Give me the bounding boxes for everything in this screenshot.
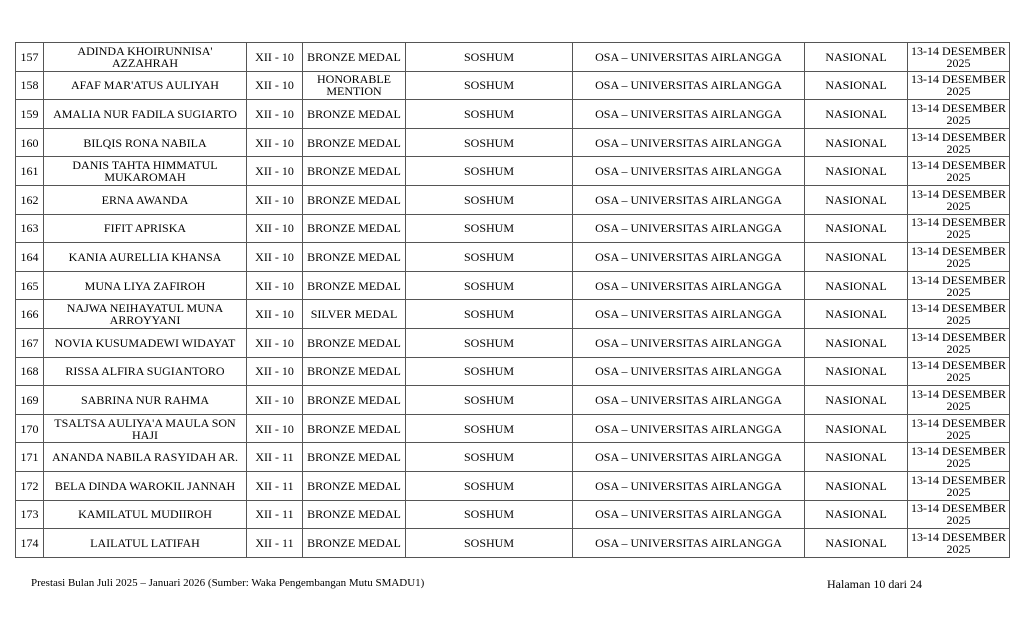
field: SOSHUM bbox=[406, 214, 573, 243]
student-name: TSALTSA AULIYA'A MAULA SON HAJI bbox=[44, 414, 247, 443]
field: SOSHUM bbox=[406, 300, 573, 329]
student-class: XII - 10 bbox=[247, 386, 303, 415]
event-name: OSA – UNIVERSITAS AIRLANGGA bbox=[573, 157, 805, 186]
student-name: MUNA LIYA ZAFIROH bbox=[44, 271, 247, 300]
level: NASIONAL bbox=[805, 386, 908, 415]
student-name: KANIA AURELLIA KHANSA bbox=[44, 243, 247, 272]
event-date: 13-14 DESEMBER 2025 bbox=[908, 357, 1010, 386]
row-number: 158 bbox=[16, 71, 44, 100]
table-row bbox=[16, 443, 1010, 472]
level: NASIONAL bbox=[805, 529, 908, 558]
student-class: XII - 10 bbox=[247, 357, 303, 386]
event-date: 13-14 DESEMBER 2025 bbox=[908, 185, 1010, 214]
row-number: 164 bbox=[16, 243, 44, 272]
level: NASIONAL bbox=[805, 157, 908, 186]
level: NASIONAL bbox=[805, 357, 908, 386]
medal: BRONZE MEDAL bbox=[303, 214, 406, 243]
footer-caption: Prestasi Bulan Juli 2025 – Januari 2026 (Sumber: Waka Pengembangan Mutu SMADU1) bbox=[31, 577, 425, 589]
student-class: XII - 10 bbox=[247, 328, 303, 357]
table-row bbox=[16, 100, 1010, 129]
row-number: 166 bbox=[16, 300, 44, 329]
field: SOSHUM bbox=[406, 185, 573, 214]
student-name: BILQIS RONA NABILA bbox=[44, 128, 247, 157]
event-name: OSA – UNIVERSITAS AIRLANGGA bbox=[573, 443, 805, 472]
student-name: BELA DINDA WAROKIL JANNAH bbox=[44, 471, 247, 500]
student-class: XII - 11 bbox=[247, 471, 303, 500]
table-row bbox=[16, 271, 1010, 300]
event-name: OSA – UNIVERSITAS AIRLANGGA bbox=[573, 500, 805, 529]
row-number: 173 bbox=[16, 500, 44, 529]
event-date: 13-14 DESEMBER 2025 bbox=[908, 243, 1010, 272]
event-name: OSA – UNIVERSITAS AIRLANGGA bbox=[573, 471, 805, 500]
row-number: 169 bbox=[16, 386, 44, 415]
student-name: ADINDA KHOIRUNNISA' AZZAHRAH bbox=[44, 43, 247, 72]
row-number: 171 bbox=[16, 443, 44, 472]
event-date: 13-14 DESEMBER 2025 bbox=[908, 471, 1010, 500]
table-row bbox=[16, 300, 1010, 329]
medal: BRONZE MEDAL bbox=[303, 500, 406, 529]
level: NASIONAL bbox=[805, 100, 908, 129]
student-class: XII - 10 bbox=[247, 243, 303, 272]
row-number: 162 bbox=[16, 185, 44, 214]
field: SOSHUM bbox=[406, 271, 573, 300]
level: NASIONAL bbox=[805, 471, 908, 500]
level: NASIONAL bbox=[805, 300, 908, 329]
event-name: OSA – UNIVERSITAS AIRLANGGA bbox=[573, 243, 805, 272]
student-name: NAJWA NEIHAYATUL MUNA ARROYYANI bbox=[44, 300, 247, 329]
table-row bbox=[16, 357, 1010, 386]
row-number: 160 bbox=[16, 128, 44, 157]
table-row bbox=[16, 328, 1010, 357]
table-row bbox=[16, 128, 1010, 157]
student-name: KAMILATUL MUDIIROH bbox=[44, 500, 247, 529]
page-number: Halaman 10 dari 24 bbox=[827, 577, 922, 591]
table-row bbox=[16, 43, 1010, 72]
row-number: 157 bbox=[16, 43, 44, 72]
student-class: XII - 10 bbox=[247, 300, 303, 329]
field: SOSHUM bbox=[406, 43, 573, 72]
event-date: 13-14 DESEMBER 2025 bbox=[908, 71, 1010, 100]
event-name: OSA – UNIVERSITAS AIRLANGGA bbox=[573, 357, 805, 386]
student-class: XII - 11 bbox=[247, 443, 303, 472]
field: SOSHUM bbox=[406, 500, 573, 529]
row-number: 172 bbox=[16, 471, 44, 500]
level: NASIONAL bbox=[805, 128, 908, 157]
student-class: XII - 10 bbox=[247, 128, 303, 157]
medal: HONORABLE MENTION bbox=[303, 71, 406, 100]
level: NASIONAL bbox=[805, 185, 908, 214]
student-class: XII - 10 bbox=[247, 271, 303, 300]
student-class: XII - 10 bbox=[247, 100, 303, 129]
student-name: NOVIA KUSUMADEWI WIDAYAT bbox=[44, 328, 247, 357]
row-number: 163 bbox=[16, 214, 44, 243]
student-name: AFAF MAR'ATUS AULIYAH bbox=[44, 71, 247, 100]
student-class: XII - 10 bbox=[247, 185, 303, 214]
event-date: 13-14 DESEMBER 2025 bbox=[908, 128, 1010, 157]
field: SOSHUM bbox=[406, 157, 573, 186]
event-name: OSA – UNIVERSITAS AIRLANGGA bbox=[573, 43, 805, 72]
student-class: XII - 10 bbox=[247, 43, 303, 72]
medal: BRONZE MEDAL bbox=[303, 414, 406, 443]
medal: SILVER MEDAL bbox=[303, 300, 406, 329]
event-name: OSA – UNIVERSITAS AIRLANGGA bbox=[573, 71, 805, 100]
table-row bbox=[16, 471, 1010, 500]
student-class: XII - 10 bbox=[247, 71, 303, 100]
student-name: AMALIA NUR FADILA SUGIARTO bbox=[44, 100, 247, 129]
field: SOSHUM bbox=[406, 471, 573, 500]
table-row bbox=[16, 386, 1010, 415]
student-name: ERNA AWANDA bbox=[44, 185, 247, 214]
student-name: RISSA ALFIRA SUGIANTORO bbox=[44, 357, 247, 386]
event-name: OSA – UNIVERSITAS AIRLANGGA bbox=[573, 529, 805, 558]
row-number: 174 bbox=[16, 529, 44, 558]
field: SOSHUM bbox=[406, 529, 573, 558]
event-name: OSA – UNIVERSITAS AIRLANGGA bbox=[573, 328, 805, 357]
medal: BRONZE MEDAL bbox=[303, 43, 406, 72]
level: NASIONAL bbox=[805, 71, 908, 100]
event-date: 13-14 DESEMBER 2025 bbox=[908, 300, 1010, 329]
row-number: 168 bbox=[16, 357, 44, 386]
student-class: XII - 10 bbox=[247, 157, 303, 186]
medal: BRONZE MEDAL bbox=[303, 357, 406, 386]
medal: BRONZE MEDAL bbox=[303, 185, 406, 214]
medal: BRONZE MEDAL bbox=[303, 443, 406, 472]
student-class: XII - 10 bbox=[247, 214, 303, 243]
event-name: OSA – UNIVERSITAS AIRLANGGA bbox=[573, 271, 805, 300]
level: NASIONAL bbox=[805, 271, 908, 300]
medal: BRONZE MEDAL bbox=[303, 271, 406, 300]
field: SOSHUM bbox=[406, 414, 573, 443]
table-body bbox=[16, 43, 1010, 558]
level: NASIONAL bbox=[805, 328, 908, 357]
level: NASIONAL bbox=[805, 500, 908, 529]
event-date: 13-14 DESEMBER 2025 bbox=[908, 529, 1010, 558]
student-name: DANIS TAHTA HIMMATUL MUKAROMAH bbox=[44, 157, 247, 186]
event-date: 13-14 DESEMBER 2025 bbox=[908, 157, 1010, 186]
student-name: LAILATUL LATIFAH bbox=[44, 529, 247, 558]
event-date: 13-14 DESEMBER 2025 bbox=[908, 271, 1010, 300]
level: NASIONAL bbox=[805, 414, 908, 443]
level: NASIONAL bbox=[805, 443, 908, 472]
level: NASIONAL bbox=[805, 243, 908, 272]
row-number: 165 bbox=[16, 271, 44, 300]
event-name: OSA – UNIVERSITAS AIRLANGGA bbox=[573, 100, 805, 129]
field: SOSHUM bbox=[406, 386, 573, 415]
field: SOSHUM bbox=[406, 357, 573, 386]
student-name: SABRINA NUR RAHMA bbox=[44, 386, 247, 415]
field: SOSHUM bbox=[406, 243, 573, 272]
table-row bbox=[16, 500, 1010, 529]
table-row bbox=[16, 214, 1010, 243]
event-date: 13-14 DESEMBER 2025 bbox=[908, 43, 1010, 72]
table-row bbox=[16, 71, 1010, 100]
event-name: OSA – UNIVERSITAS AIRLANGGA bbox=[573, 214, 805, 243]
student-class: XII - 11 bbox=[247, 500, 303, 529]
level: NASIONAL bbox=[805, 43, 908, 72]
event-date: 13-14 DESEMBER 2025 bbox=[908, 214, 1010, 243]
medal: BRONZE MEDAL bbox=[303, 529, 406, 558]
table-row bbox=[16, 529, 1010, 558]
event-name: OSA – UNIVERSITAS AIRLANGGA bbox=[573, 386, 805, 415]
achievements-table bbox=[15, 42, 1010, 558]
field: SOSHUM bbox=[406, 71, 573, 100]
row-number: 170 bbox=[16, 414, 44, 443]
student-name: FIFIT APRISKA bbox=[44, 214, 247, 243]
field: SOSHUM bbox=[406, 328, 573, 357]
student-class: XII - 11 bbox=[247, 529, 303, 558]
event-date: 13-14 DESEMBER 2025 bbox=[908, 328, 1010, 357]
field: SOSHUM bbox=[406, 443, 573, 472]
event-name: OSA – UNIVERSITAS AIRLANGGA bbox=[573, 300, 805, 329]
student-name: ANANDA NABILA RASYIDAH AR. bbox=[44, 443, 247, 472]
event-date: 13-14 DESEMBER 2025 bbox=[908, 500, 1010, 529]
medal: BRONZE MEDAL bbox=[303, 128, 406, 157]
event-date: 13-14 DESEMBER 2025 bbox=[908, 414, 1010, 443]
table-row bbox=[16, 414, 1010, 443]
level: NASIONAL bbox=[805, 214, 908, 243]
row-number: 159 bbox=[16, 100, 44, 129]
event-date: 13-14 DESEMBER 2025 bbox=[908, 443, 1010, 472]
event-name: OSA – UNIVERSITAS AIRLANGGA bbox=[573, 128, 805, 157]
field: SOSHUM bbox=[406, 100, 573, 129]
event-date: 13-14 DESEMBER 2025 bbox=[908, 386, 1010, 415]
table-row bbox=[16, 185, 1010, 214]
event-name: OSA – UNIVERSITAS AIRLANGGA bbox=[573, 185, 805, 214]
medal: BRONZE MEDAL bbox=[303, 100, 406, 129]
row-number: 167 bbox=[16, 328, 44, 357]
table-row bbox=[16, 243, 1010, 272]
medal: BRONZE MEDAL bbox=[303, 386, 406, 415]
event-date: 13-14 DESEMBER 2025 bbox=[908, 100, 1010, 129]
field: SOSHUM bbox=[406, 128, 573, 157]
student-class: XII - 10 bbox=[247, 414, 303, 443]
medal: BRONZE MEDAL bbox=[303, 471, 406, 500]
medal: BRONZE MEDAL bbox=[303, 328, 406, 357]
event-name: OSA – UNIVERSITAS AIRLANGGA bbox=[573, 414, 805, 443]
medal: BRONZE MEDAL bbox=[303, 243, 406, 272]
medal: BRONZE MEDAL bbox=[303, 157, 406, 186]
row-number: 161 bbox=[16, 157, 44, 186]
table-row bbox=[16, 157, 1010, 186]
